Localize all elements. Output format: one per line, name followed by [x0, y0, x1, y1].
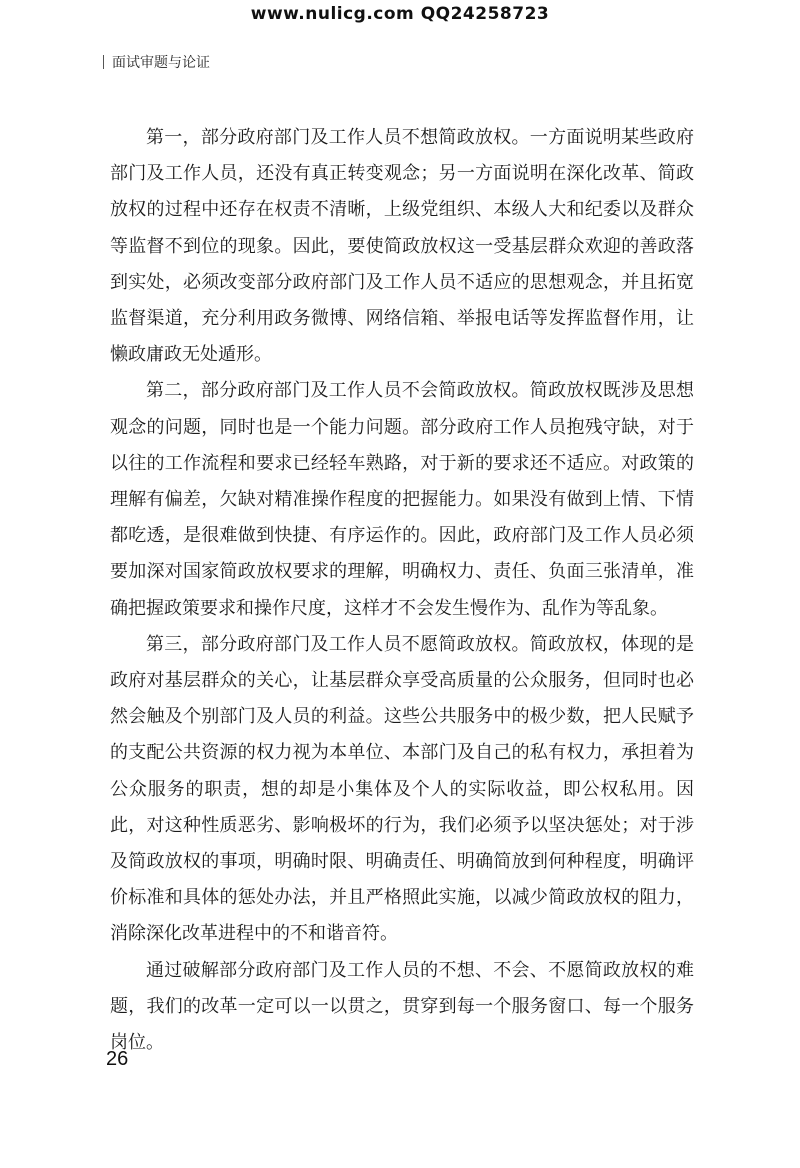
running-header-title: 面试审题与论证: [112, 55, 210, 71]
paragraph-1: 第一，部分政府部门及工作人员不想简政放权。一方面说明某些政府部门及工作人员，还没有真正转变观念；另一方面说明在深化改革、简政放权的过程中还存在权责不清晰，上级党组织、本级人大和纪委以及群众等监督不到位的现象。因此，要使简政放权这一受基层群众欢迎的善政落到实处，必须改变部分政府部门及工作人员不适应的思想观念，并且拓宽监督渠道，充分利用政务微博、网络信箱、举报电话等发挥监督作用，让懒政庸政无处遁形。: [110, 127, 694, 366]
paragraph-3: 第三，部分政府部门及工作人员不愿简政放权。简政放权，体现的是政府对基层群众的关心，让基层群众享受高质量的公众服务，但同时也必然会触及个别部门及人员的利益。这些公共服务中的极少数，把人民赋予的支配公共资源的权力视为本单位、本部门及自己的私有权力，承担着为公众服务的职责，想的却是小集体及个人的实际收益，即公权私用。因此，对这种性质恶劣、影响极坏的行为，我们必须予以坚决惩处；对于涉及简政放权的事项，明确时限、明确责任、明确简放到何种程度，明确评价标准和具体的惩处办法，并且严格照此实施，以减少简政放权的阻力，消除深化改革进程中的不和谐音符。: [110, 633, 694, 945]
paragraph-2: 第二，部分政府部门及工作人员不会简政放权。简政放权既涉及思想观念的问题，同时也是一个能力问题。部分政府工作人员抱残守缺，对于以往的工作流程和要求已经轻车熟路，对于新的要求还不适应。对政策的理解有偏差，欠缺对精准操作程度的把握能力。如果没有做到上情、下情都吃透，是很难做到快捷、有序运作的。因此，政府部门及工作人员必须要加深对国家简政放权要求的理解，明确权力、责任、负面三张清单，准确把握政策要求和操作尺度，这样才不会发生慢作为、乱作为等乱象。: [110, 380, 694, 619]
paragraph-4: 通过破解部分政府部门及工作人员的不想、不会、不愿简政放权的难题，我们的改革一定可以一以贯之，贯穿到每一个服务窗口、每一个服务岗位。: [110, 959, 694, 1054]
watermark-text: www.nulicg.com QQ24258723: [250, 4, 550, 24]
header-rule: [103, 55, 104, 69]
body-text: [110, 120, 694, 1061]
page-number: 26: [106, 1048, 129, 1070]
running-header: [103, 52, 210, 72]
